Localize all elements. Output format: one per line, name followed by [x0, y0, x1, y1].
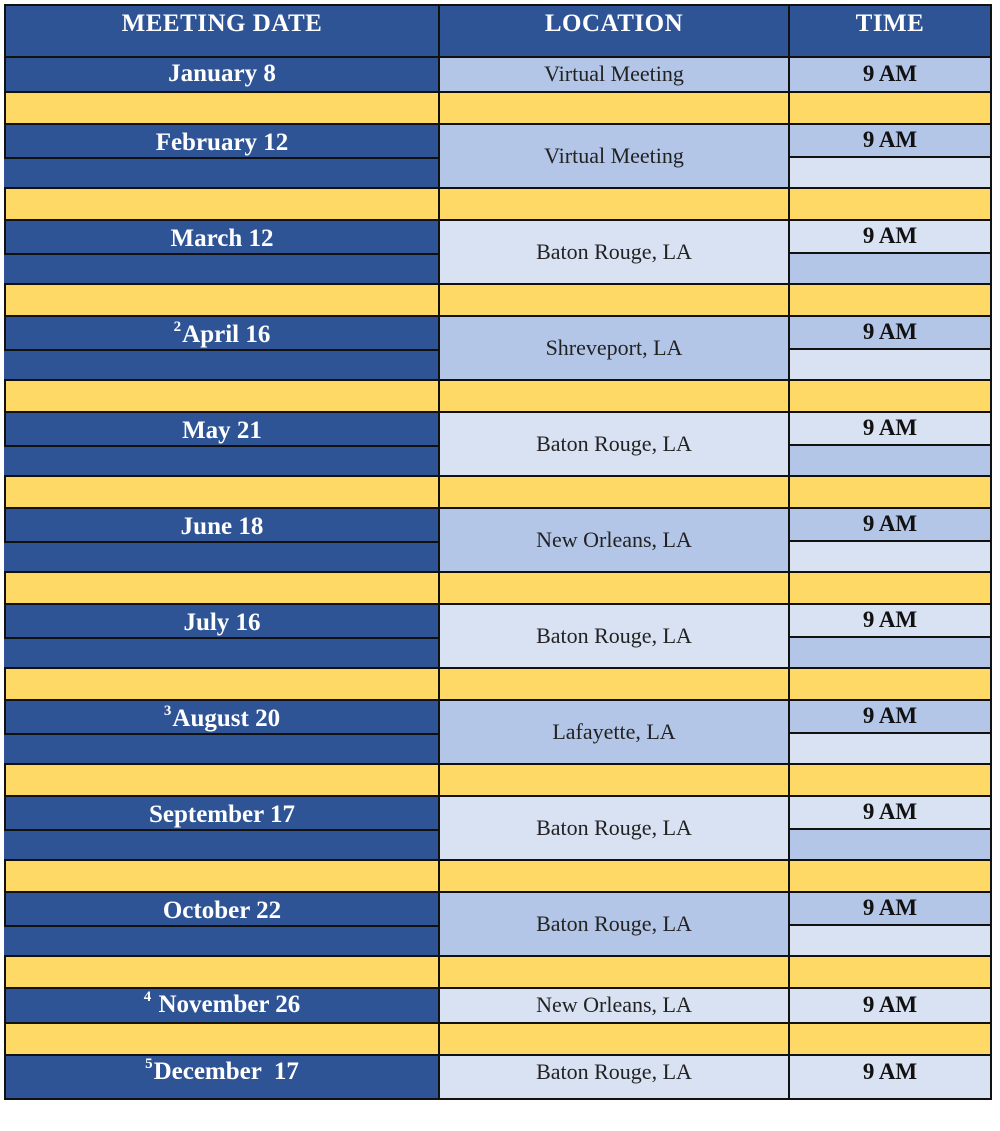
- table-row: [4, 989, 992, 1024]
- footnote-marker: 4: [143, 989, 152, 1005]
- table-row: [4, 221, 992, 285]
- meeting-date: June 18: [4, 509, 440, 543]
- meeting-time-subrow: [790, 638, 992, 669]
- meeting-date-subrow: [4, 447, 440, 477]
- meeting-location: Lafayette, LA: [440, 701, 790, 765]
- meeting-time: 9 AM: [790, 989, 992, 1024]
- meeting-time: 9 AM: [790, 125, 992, 158]
- table-header: [4, 4, 992, 58]
- table-row: [4, 893, 992, 957]
- table-row: [4, 509, 992, 573]
- meeting-location: New Orleans, LA: [440, 989, 790, 1024]
- meeting-time-subrow: [790, 734, 992, 765]
- meeting-time: 9 AM: [790, 58, 992, 93]
- meeting-location: Baton Rouge, LA: [440, 893, 790, 957]
- row-separator: [4, 1024, 992, 1056]
- table-row: [4, 317, 992, 381]
- table-row: [4, 125, 992, 189]
- row-separator: [4, 381, 992, 413]
- row-separator: [4, 957, 992, 989]
- meeting-time: 9 AM: [790, 317, 992, 350]
- meeting-date: October 22: [4, 893, 440, 927]
- meeting-time: 9 AM: [790, 797, 992, 830]
- meeting-time: 9 AM: [790, 221, 992, 254]
- header-meeting-date: MEETING DATE: [4, 4, 440, 58]
- meeting-time: 9 AM: [790, 701, 992, 734]
- meeting-location: Baton Rouge, LA: [440, 1056, 790, 1100]
- meeting-date-subrow: [4, 831, 440, 861]
- meeting-location: Baton Rouge, LA: [440, 797, 790, 861]
- meeting-time-subrow: [790, 830, 992, 861]
- meeting-location: New Orleans, LA: [440, 509, 790, 573]
- meeting-location: Baton Rouge, LA: [440, 605, 790, 669]
- row-separator: [4, 93, 992, 125]
- meeting-date-subrow: [4, 735, 440, 765]
- meeting-time: 9 AM: [790, 1056, 992, 1100]
- row-separator: [4, 765, 992, 797]
- meeting-time: 9 AM: [790, 509, 992, 542]
- meeting-time-subrow: [790, 158, 992, 189]
- row-separator: [4, 189, 992, 221]
- table-row: [4, 701, 992, 765]
- meeting-date: February 12: [4, 125, 440, 159]
- meeting-time: 9 AM: [790, 605, 992, 638]
- meeting-date: July 16: [4, 605, 440, 639]
- row-separator: [4, 477, 992, 509]
- meeting-date: $^5$ December 17: [4, 1056, 440, 1100]
- meeting-date: March 12: [4, 221, 440, 255]
- table-row: [4, 1056, 992, 1100]
- meeting-time: 9 AM: [790, 413, 992, 446]
- meeting-location: Shreveport, LA: [440, 317, 790, 381]
- meeting-time-subrow: [790, 350, 992, 381]
- table-row: [4, 797, 992, 861]
- meeting-date-subrow: [4, 159, 440, 189]
- meeting-date-subrow: [4, 351, 440, 381]
- meeting-time-subrow: [790, 926, 992, 957]
- header-time: TIME: [790, 4, 992, 58]
- meeting-date-subrow: [4, 255, 440, 285]
- meeting-schedule-table: [4, 4, 992, 1100]
- footnote-marker: 5: [145, 1056, 153, 1072]
- table-row: [4, 605, 992, 669]
- meeting-time-subrow: [790, 446, 992, 477]
- meeting-date: $^4$ November 26: [4, 989, 440, 1024]
- row-separator: [4, 285, 992, 317]
- meeting-time-subrow: [790, 542, 992, 573]
- table-row: [4, 413, 992, 477]
- meeting-date: $^2$ April 16: [4, 317, 440, 351]
- meeting-time: 9 AM: [790, 893, 992, 926]
- meeting-date: May 21: [4, 413, 440, 447]
- row-separator: [4, 573, 992, 605]
- row-separator: [4, 669, 992, 701]
- meeting-date: $^3$ August 20: [4, 701, 440, 735]
- meeting-date: September 17: [4, 797, 440, 831]
- meeting-date-subrow: [4, 927, 440, 957]
- meeting-date-subrow: [4, 543, 440, 573]
- header-location: LOCATION: [440, 4, 790, 58]
- meeting-time-subrow: [790, 254, 992, 285]
- meeting-date-subrow: [4, 639, 440, 669]
- meeting-location: Baton Rouge, LA: [440, 221, 790, 285]
- row-separator: [4, 861, 992, 893]
- footnote-marker: 2: [173, 319, 182, 335]
- meeting-location: Virtual Meeting: [440, 125, 790, 189]
- footnote-marker: 3: [163, 703, 172, 719]
- meeting-location: Baton Rouge, LA: [440, 413, 790, 477]
- table-row: [4, 58, 992, 93]
- meeting-date: January 8: [4, 58, 440, 93]
- meeting-location: Virtual Meeting: [440, 58, 790, 93]
